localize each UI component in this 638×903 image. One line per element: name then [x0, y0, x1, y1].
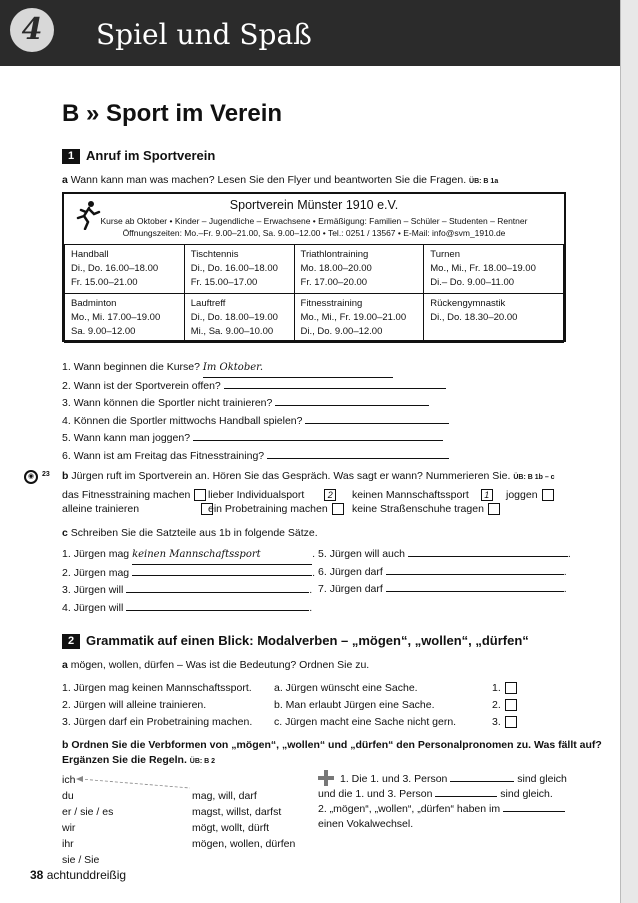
answer-box[interactable] [505, 716, 517, 728]
answer-line[interactable] [193, 440, 443, 441]
chapter-title: Spiel und Spaß [96, 18, 312, 51]
list-item: b. Man erlaubt Jürgen eine Sache. [274, 699, 435, 711]
list-item: 2. [492, 697, 517, 714]
list-item: 5. Jürgen will auch . [318, 548, 571, 560]
verbform-column [192, 788, 295, 852]
list-item: 6. Jürgen darf . [318, 565, 567, 578]
list-item: 3. Jürgen will . [62, 584, 313, 596]
verbform: mag, will, darf [192, 790, 257, 802]
list-item: 2. Jürgen will alleine trainieren. [62, 699, 207, 711]
list-item: 3. Wann können die Sportler nicht trainieren? [62, 395, 449, 413]
number-box[interactable] [194, 489, 206, 501]
answer-box[interactable] [505, 699, 517, 711]
pronoun: du [62, 790, 74, 802]
verbform: mögt, wollt, dürft [192, 822, 270, 834]
audio-cd-icon: ◉ [24, 470, 38, 484]
list-item: c. Jürgen macht eine Sache nicht gern. [274, 716, 457, 728]
task-2b-instruction [62, 738, 602, 769]
task-letter: b [62, 739, 69, 751]
number-box[interactable] [488, 503, 500, 515]
pronoun: sie / Sie [62, 854, 100, 866]
answer-line[interactable] [386, 574, 564, 575]
list-item: 7. Jürgen darf . [318, 583, 567, 595]
flyer-opening-hours: Öffnungszeiten: Mo.–Fr. 9.00–21.00, Sa. 9.00–12.00 • Tel.: 0251 / 13567 • E-Mail: info@svm_1910.de [122, 228, 506, 238]
section-title: B » Sport im Verein [62, 100, 283, 127]
exercise-reference: ÜB: B 2 [189, 758, 216, 765]
flyer-course-info: Kurse ab Oktober • Kinder – Jugendliche – Erwachsene • Ermäßigung: Familien – Schüler – Studenten – Rentner [100, 216, 528, 226]
list-item: 1. Wann beginnen die Kurse? Im Oktober. [62, 359, 449, 378]
phrase-item: das Fitnesstraining machen [62, 489, 206, 501]
course-cell: Lauftreff Di., Do. 18.00–19.00 Mi., Sa. 9.00–10.00 [184, 294, 294, 343]
chapter-number: 4 [10, 8, 54, 52]
list-item: a. Jürgen wünscht eine Sache. [274, 682, 418, 694]
chapter-header [0, 0, 620, 66]
instruction-text: Jürgen ruft im Sportverein an. Hören Sie das Gespräch. Was sagt er wann? Nummerieren Sie. [71, 470, 511, 482]
task-letter: b [62, 470, 69, 482]
answer-line[interactable] [275, 405, 429, 406]
answer-column [492, 680, 517, 731]
instruction-text: Schreiben Sie die Satzteile aus 1b in folgende Sätze. [70, 527, 318, 539]
list-item: 2. Wann ist der Sportverein offen? [62, 378, 449, 396]
task-2-heading [62, 633, 529, 650]
task-1b-instruction [62, 470, 555, 482]
page-number-word: achtunddreißig [46, 868, 127, 882]
answer-line[interactable] [450, 781, 514, 782]
course-cell: Tischtennis Di., Do. 16.00–18.00 Fr. 15.00–17.00 [184, 245, 294, 294]
task-2-number: 2 [62, 634, 80, 649]
exercise-reference: ÜB: B 1b – c [513, 474, 555, 481]
answer-line[interactable] [435, 796, 497, 797]
list-item: 4. Jürgen will . [62, 601, 313, 614]
meaning-column [274, 680, 456, 731]
page-edge [620, 0, 638, 903]
phrase-item: alleine trainieren [62, 503, 213, 515]
instruction-text: Ergänzen Sie die Regeln. [62, 754, 187, 766]
course-cell: Rückengymnastik Di., Do. 18.30–20.00 [424, 294, 564, 343]
task-1-title: Anruf im Sportverein [86, 148, 216, 163]
task-2-title: Grammatik auf einen Blick: Modalverben – „mögen“, „wollen“, „dürfen“ [86, 633, 529, 648]
course-schedule-table [64, 244, 564, 343]
flyer-title: Sportverein Münster 1910 e.V. [229, 198, 399, 212]
table-row [65, 294, 564, 343]
pronoun: ihr [62, 838, 74, 850]
rule-text: sind gleich [517, 773, 567, 785]
pronoun: ich [62, 774, 76, 786]
answer-line[interactable] [267, 458, 449, 459]
exercise-reference: ÜB: B 1a [469, 178, 499, 185]
answer-line[interactable] [408, 556, 568, 557]
verbform: mögen, wollen, dürfen [192, 838, 296, 850]
answer-line[interactable] [386, 591, 564, 592]
answer-line[interactable] [126, 592, 309, 593]
list-item: 3. [492, 714, 517, 731]
sentence-column [62, 680, 252, 731]
instruction-text: Wann kann man was machen? Lesen Sie den Flyer und beantworten Sie die Fragen. [70, 174, 467, 186]
pronoun: er / sie / es [62, 806, 114, 818]
phrase-item: keine Straßenschuhe tragen [352, 503, 500, 515]
list-item: 1. [492, 680, 517, 697]
phrase-item: keinen Mannschaftssport 1 [352, 489, 493, 501]
answer-line[interactable]: Im Oktober. [203, 359, 393, 378]
course-cell: Badminton Mo., Mi. 17.00–19.00 Sa. 9.00–12.00 [65, 294, 185, 343]
rule-text: 1. Die 1. und 3. Person [340, 773, 448, 785]
number-box[interactable]: 2 [324, 489, 336, 501]
list-item: 5. Wann kann man joggen? [62, 430, 449, 448]
pronoun: wir [62, 822, 76, 834]
task-letter: a [62, 659, 68, 671]
list-item: 6. Wann ist am Freitag das Fitnesstraining? [62, 448, 449, 466]
list-item: 3. Jürgen darf ein Probetraining machen. [62, 716, 253, 728]
rules-box [318, 772, 567, 832]
answer-line[interactable] [503, 811, 565, 812]
task-1-heading [62, 148, 215, 165]
rule-text: und die 1. und 3. Person [318, 788, 433, 800]
sports-club-flyer [62, 192, 566, 342]
answer-line[interactable]: keinen Mannschaftssport [132, 546, 312, 565]
task-1c-instruction [62, 527, 318, 539]
rule-text: 2. „mögen“, „wollen“, „dürfen“ haben im [318, 803, 501, 815]
question-list [62, 359, 449, 465]
connector-arrow [74, 774, 194, 794]
answer-line[interactable] [132, 575, 312, 576]
phrase-item: lieber Individualsport 2 [208, 489, 336, 501]
phrase-item: ein Probetraining machen [208, 503, 344, 515]
task-letter: c [62, 527, 68, 539]
audio-track-number: 23 [42, 471, 50, 478]
sentence-list-left [62, 546, 315, 617]
task-letter: a [62, 174, 68, 186]
course-cell: Handball Di., Do. 16.00–18.00 Fr. 15.00–21.00 [65, 245, 185, 294]
course-cell: Turnen Mo., Mi., Fr. 18.00–19.00 Di.– Do. 9.00–11.00 [424, 245, 564, 294]
task-2a-instruction [62, 659, 369, 671]
course-cell: Triathlontraining Mo. 18.00–20.00 Fr. 17.00–20.00 [294, 245, 424, 294]
list-item: 4. Können die Sportler mittwochs Handball spielen? [62, 413, 449, 431]
list-item: 1. Jürgen mag keinen Mannschaftssport. [62, 682, 252, 694]
number-box[interactable]: 1 [481, 489, 493, 501]
number-box[interactable] [542, 489, 554, 501]
rule-text: einen Vokalwechsel. [318, 818, 414, 830]
flyer-header [64, 194, 564, 245]
verbform: magst, willst, darfst [192, 806, 282, 818]
answer-box[interactable] [505, 682, 517, 694]
page-footer [30, 868, 126, 882]
answer-line[interactable] [224, 388, 446, 389]
answer-line[interactable] [126, 610, 309, 611]
page-number: 38 [30, 868, 44, 882]
table-row [65, 245, 564, 294]
answer-line[interactable] [305, 423, 449, 424]
instruction-text: mögen, wollen, dürfen – Was ist die Bedeutung? Ordnen Sie zu. [70, 659, 370, 671]
rule-text: sind gleich. [500, 788, 553, 800]
list-item: 2. Jürgen mag . [62, 566, 315, 579]
task-1a-instruction [62, 174, 498, 186]
sentence-list-right [318, 546, 571, 599]
list-item: 1. Jürgen mag keinen Mannschaftssport . [62, 546, 315, 565]
task-1-number: 1 [62, 149, 80, 164]
phrase-item: joggen [506, 489, 554, 501]
number-box[interactable] [332, 503, 344, 515]
course-cell: Fitnesstraining Mo., Mi., Fr. 19.00–21.00 Di., Do. 9.00–12.00 [294, 294, 424, 343]
instruction-text: Ordnen Sie die Verbformen von „mögen“, „wollen“ und „dürfen“ den Personalpronomen zu. Was fällt auf? [71, 739, 602, 751]
